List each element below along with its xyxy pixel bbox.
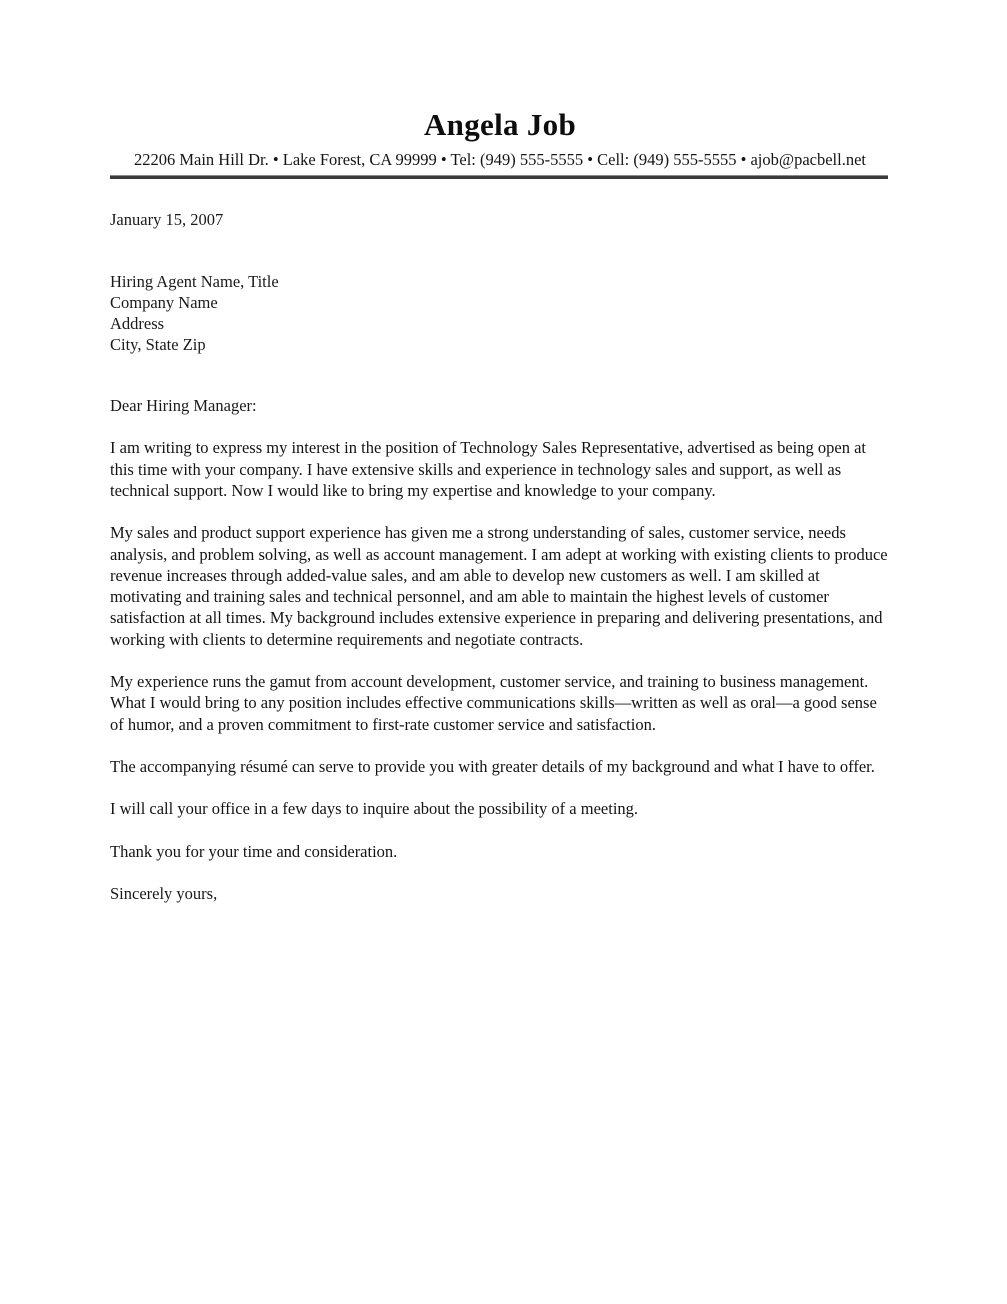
body-paragraph: I am writing to express my interest in the position of Technology Sales Representative, advertised as being open at this time with your company. I have extensive skills and experience in technology sales and support, as well as technical support. Now I would like to bring my expertise and knowledge to your company.: [110, 438, 866, 500]
letter-date: January 15, 2007: [110, 210, 224, 230]
body-paragraph: My experience runs the gamut from account development, customer service, and training to business management. What I would bring to any position includes effective communications skills—written as well as oral—a good sense of humor, and a proven commitment to first-rate customer service and satisfaction.: [110, 672, 877, 734]
recipient-name-title: Hiring Agent Name, Title: [110, 272, 279, 292]
recipient-address-block: [110, 271, 890, 355]
salutation: Dear Hiring Manager:: [110, 396, 257, 416]
body-paragraph: My sales and product support experience has given me a strong understanding of sales, customer service, needs analysis, and problem solving, as well as account management. I am adept at working with existing clients to produce revenue increases through added-value sales, and am able to develop new customers as well. I am skilled at motivating and training sales and technical personnel, and am able to maintain the highest levels of customer satisfaction at all times. My background includes extensive experience in preparing and delivering presentations, and working with clients to determine requirements and negotiate contracts.: [110, 523, 888, 649]
recipient-address: Address: [110, 314, 165, 334]
body-paragraph: I will call your office in a few days to inquire about the possibility of a meeting.: [110, 799, 639, 819]
letterhead-name: Angela Job: [424, 107, 576, 142]
letterhead: [110, 0, 890, 179]
letterhead-divider: [110, 175, 888, 179]
letter-content: [110, 0, 890, 904]
letterhead-contact-line: 22206 Main Hill Dr. • Lake Forest, CA 99999 • Tel: (949) 555-5555 • Cell: (949) 555-5555 • ajob@pacbell.net: [133, 149, 867, 169]
recipient-city-state-zip: City, State Zip: [110, 335, 206, 355]
recipient-company: Company Name: [110, 293, 218, 313]
body-paragraph: The accompanying résumé can serve to provide you with greater details of my background and what I have to offer.: [110, 756, 875, 776]
body-paragraph: Thank you for your time and consideration.: [110, 841, 398, 861]
closing-salutation: Sincerely yours,: [110, 883, 218, 903]
